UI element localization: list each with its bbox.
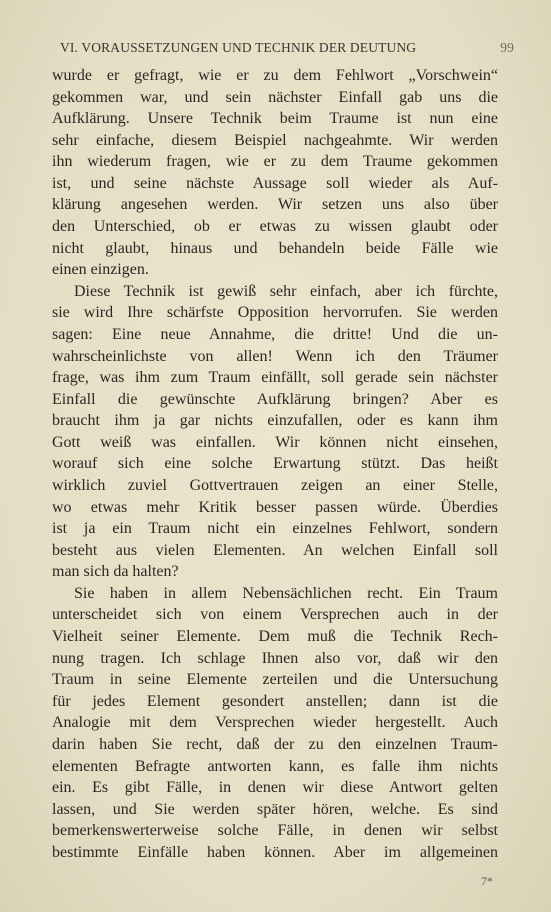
text-line: ihn wiederum fragen, wie er zu dem Traume gekommen: [52, 153, 498, 171]
text-line: ein. Es gibt Fälle, in denen wir diese Antwort gelten: [52, 779, 498, 797]
text-line: Gott weiß was einfallen. Wir können nicht einsehen,: [52, 433, 498, 451]
signature-mark: 7*: [481, 874, 493, 888]
text-line: wirklich zuviel Gottvertrauen zeigen an einer Stelle,: [52, 476, 498, 494]
text-line: unterscheidet sich von einem Versprechen auch in der: [52, 606, 498, 624]
text-line: braucht ihm ja gar nichts einzufallen, oder es kann ihm: [52, 412, 498, 430]
text-line: bemerkenswerterweise solche Fälle, in denen wir selbst: [52, 822, 498, 840]
text-line: sehr einfache, diesem Beispiel nachgeahmte. Wir werden: [52, 131, 498, 149]
running-title: VI. VORAUSSETZUNGEN UND TECHNIK DER DEUTUNG: [60, 40, 417, 55]
text-line: ist, und seine nächste Aussage soll wieder als Auf-: [52, 174, 498, 192]
text-line: den Unterschied, ob er etwas zu wissen glaubt oder: [52, 218, 498, 236]
text-line: Analogie mit dem Versprechen wieder hergestellt. Auch: [52, 714, 498, 732]
text-line: worauf sich eine solche Erwartung stützt. Das heißt: [52, 455, 498, 473]
text-line: bestimmte Einfälle haben können. Aber im allgemeinen: [52, 843, 498, 861]
body-text: [52, 65, 498, 863]
text-line: Traum in seine Elemente zerteilen und die Untersuchung: [52, 671, 498, 689]
text-line: frage, was ihm zum Traum einfällt, soll gerade sein nächster: [52, 369, 498, 387]
page-number: 99: [500, 40, 514, 55]
text-line: lassen, und Sie werden später hören, welche. Es sind: [52, 800, 498, 818]
text-line: Sie haben in allem Nebensächlichen recht. Ein Traum: [74, 584, 498, 602]
text-line: wo etwas mehr Kritik besser passen würde. Überdies: [52, 498, 498, 516]
text-line: einen einzigen.: [52, 261, 149, 279]
running-header: [52, 38, 514, 60]
text-line: sie wird Ihre schärfste Opposition hervorrufen. Sie werden: [52, 304, 498, 322]
text-line: Vielheit seiner Elemente. Dem muß die Technik Rech-: [52, 628, 498, 646]
text-line: wahrscheinlichste von allen! Wenn ich den Träumer: [52, 347, 498, 365]
text-line: nicht glaubt, hinaus und behandeln beide Fälle wie: [52, 239, 498, 257]
text-line: besteht aus vielen Elementen. An welchen Einfall soll: [52, 541, 498, 559]
text-line: sagen: Eine neue Annahme, die dritte! Und die un-: [52, 325, 498, 343]
text-line: Diese Technik ist gewiß sehr einfach, aber ich fürchte,: [74, 282, 498, 300]
text-line: für jedes Element gesondert anstellen; dann ist die: [52, 692, 498, 710]
text-line: Einfall die gewünschte Aufklärung bringen? Aber es: [52, 390, 498, 408]
text-line: ist ja ein Traum nicht ein einzelnes Fehlwort, sondern: [52, 520, 498, 538]
text-line: nung tragen. Ich schlage Ihnen also vor, daß wir den: [52, 649, 498, 667]
text-line: darin haben Sie recht, daß der zu den einzelnen Traum-: [52, 735, 498, 753]
text-line: man sich da halten?: [52, 563, 179, 581]
text-line: wurde er gefragt, wie er zu dem Fehlwort „Vorschwein“: [52, 67, 498, 84]
text-line: gekommen war, und sein nächster Einfall gab uns die: [52, 88, 498, 106]
text-line: Aufklärung. Unsere Technik beim Traume ist nun eine: [52, 110, 498, 128]
text-line: elementen Befragte antworten kann, es falle ihm nichts: [52, 757, 498, 775]
text-line: klärung angesehen werden. Wir setzen uns also über: [52, 196, 498, 214]
